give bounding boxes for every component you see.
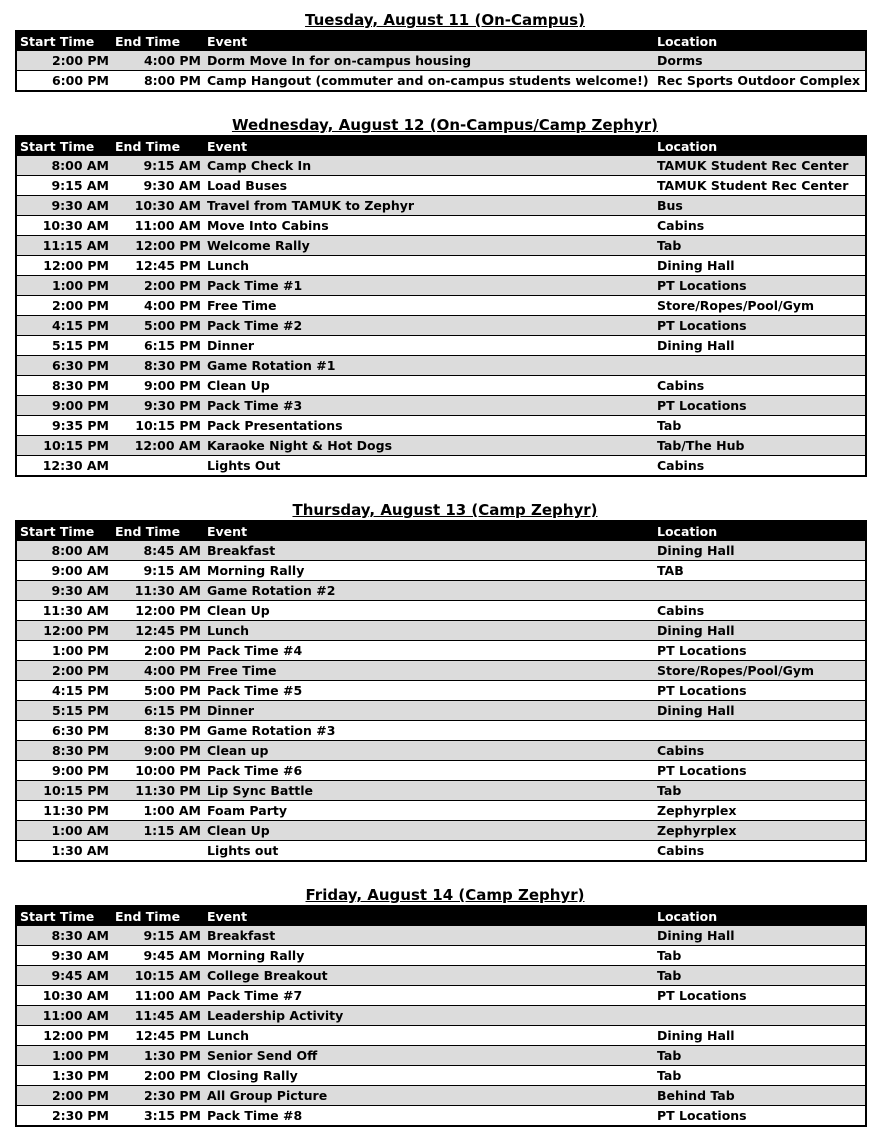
location-cell: Store/Ropes/Pool/Gym	[654, 661, 866, 681]
end-time-cell: 8:30 PM	[112, 721, 204, 741]
event-cell: Travel from TAMUK to Zephyr	[204, 196, 654, 216]
location-cell: Tab	[654, 416, 866, 436]
table-row	[16, 681, 866, 701]
event-cell: Karaoke Night & Hot Dogs	[204, 436, 654, 456]
event-cell: Game Rotation #1	[204, 356, 654, 376]
table-row	[16, 276, 866, 296]
table-row	[16, 1006, 866, 1026]
location-cell: Tab	[654, 1066, 866, 1086]
table-row	[16, 801, 866, 821]
table-row	[16, 176, 866, 196]
location-cell: PT Locations	[654, 276, 866, 296]
table-row	[16, 781, 866, 801]
end-time-cell: 11:30 AM	[112, 581, 204, 601]
event-cell: Clean Up	[204, 821, 654, 841]
start-time-header: Start Time	[16, 521, 112, 541]
table-row	[16, 1106, 866, 1127]
header-row	[16, 136, 866, 156]
event-cell: Foam Party	[204, 801, 654, 821]
end-time-header: End Time	[112, 906, 204, 926]
table-row	[16, 946, 866, 966]
end-time-cell: 9:15 AM	[112, 156, 204, 176]
table-row	[16, 336, 866, 356]
event-cell: Game Rotation #3	[204, 721, 654, 741]
start-time-cell: 8:30 PM	[16, 376, 112, 396]
location-cell: Dining Hall	[654, 1026, 866, 1046]
event-cell: Clean Up	[204, 376, 654, 396]
end-time-cell: 2:00 PM	[112, 641, 204, 661]
event-cell: Morning Rally	[204, 946, 654, 966]
table-row	[16, 196, 866, 216]
end-time-cell: 12:45 PM	[112, 256, 204, 276]
start-time-cell: 12:00 PM	[16, 256, 112, 276]
table-row	[16, 741, 866, 761]
location-cell: PT Locations	[654, 316, 866, 336]
event-cell: Breakfast	[204, 541, 654, 561]
start-time-cell: 9:00 AM	[16, 561, 112, 581]
table-row	[16, 641, 866, 661]
event-header: Event	[204, 521, 654, 541]
table-row	[16, 621, 866, 641]
start-time-cell: 9:15 AM	[16, 176, 112, 196]
start-time-cell: 9:35 PM	[16, 416, 112, 436]
end-time-cell: 9:00 PM	[112, 376, 204, 396]
table-row	[16, 721, 866, 741]
end-time-cell: 9:15 AM	[112, 926, 204, 946]
start-time-cell: 11:00 AM	[16, 1006, 112, 1026]
end-time-cell: 1:30 PM	[112, 1046, 204, 1066]
table-row	[16, 1046, 866, 1066]
location-cell: Dining Hall	[654, 336, 866, 356]
start-time-cell: 2:00 PM	[16, 296, 112, 316]
location-cell: Tab	[654, 946, 866, 966]
start-time-header: Start Time	[16, 136, 112, 156]
location-cell: PT Locations	[654, 986, 866, 1006]
end-time-cell: 9:45 AM	[112, 946, 204, 966]
location-cell: Dining Hall	[654, 701, 866, 721]
end-time-cell: 10:15 PM	[112, 416, 204, 436]
table-row	[16, 51, 866, 71]
start-time-cell: 8:00 AM	[16, 156, 112, 176]
end-time-cell: 9:30 AM	[112, 176, 204, 196]
table-row	[16, 701, 866, 721]
event-cell: Lunch	[204, 256, 654, 276]
table-row	[16, 1066, 866, 1086]
end-time-cell: 5:00 PM	[112, 681, 204, 701]
location-cell: TAMUK Student Rec Center	[654, 156, 866, 176]
table-row	[16, 926, 866, 946]
event-cell: Morning Rally	[204, 561, 654, 581]
end-time-cell: 2:00 PM	[112, 1066, 204, 1086]
start-time-cell: 2:30 PM	[16, 1106, 112, 1127]
location-cell: Zephyrplex	[654, 821, 866, 841]
table-row	[16, 216, 866, 236]
start-time-cell: 9:30 AM	[16, 581, 112, 601]
event-cell: Free Time	[204, 661, 654, 681]
end-time-cell: 12:00 AM	[112, 436, 204, 456]
event-cell: Clean Up	[204, 601, 654, 621]
header-row	[16, 31, 866, 51]
location-cell: Zephyrplex	[654, 801, 866, 821]
header-row	[16, 521, 866, 541]
event-cell: All Group Picture	[204, 1086, 654, 1106]
location-header: Location	[654, 906, 866, 926]
event-cell: Dorm Move In for on-campus housing	[204, 51, 654, 71]
location-cell: PT Locations	[654, 1106, 866, 1127]
location-cell: Tab	[654, 236, 866, 256]
table-row	[16, 541, 866, 561]
start-time-cell: 6:00 PM	[16, 71, 112, 92]
header-row	[16, 906, 866, 926]
end-time-header: End Time	[112, 31, 204, 51]
event-cell: Dinner	[204, 701, 654, 721]
end-time-cell: 11:45 AM	[112, 1006, 204, 1026]
event-header: Event	[204, 906, 654, 926]
start-time-cell: 12:00 PM	[16, 1026, 112, 1046]
start-time-cell: 5:15 PM	[16, 336, 112, 356]
start-time-cell: 8:30 AM	[16, 926, 112, 946]
day-section	[15, 10, 865, 92]
event-header: Event	[204, 31, 654, 51]
start-time-cell: 11:30 AM	[16, 601, 112, 621]
table-row	[16, 986, 866, 1006]
location-cell: Rec Sports Outdoor Complex	[654, 71, 866, 92]
start-time-cell: 4:15 PM	[16, 316, 112, 336]
end-time-cell: 11:00 AM	[112, 216, 204, 236]
event-cell: College Breakout	[204, 966, 654, 986]
end-time-cell: 10:30 AM	[112, 196, 204, 216]
start-time-cell: 1:00 PM	[16, 1046, 112, 1066]
end-time-cell: 8:30 PM	[112, 356, 204, 376]
table-row	[16, 156, 866, 176]
end-time-cell: 8:45 AM	[112, 541, 204, 561]
start-time-cell: 9:00 PM	[16, 761, 112, 781]
day-section	[15, 885, 865, 1127]
start-time-cell: 9:00 PM	[16, 396, 112, 416]
event-cell: Pack Time #1	[204, 276, 654, 296]
start-time-header: Start Time	[16, 906, 112, 926]
day-title: Friday, August 14 (Camp Zephyr)	[305, 886, 585, 904]
event-cell: Pack Presentations	[204, 416, 654, 436]
location-cell: TAB	[654, 561, 866, 581]
location-cell: Cabins	[654, 376, 866, 396]
start-time-cell: 9:45 AM	[16, 966, 112, 986]
start-time-cell: 11:30 PM	[16, 801, 112, 821]
start-time-cell: 5:15 PM	[16, 701, 112, 721]
location-cell: Cabins	[654, 216, 866, 236]
table-row	[16, 71, 866, 92]
table-row	[16, 581, 866, 601]
table-row	[16, 821, 866, 841]
schedule-table	[15, 905, 867, 1127]
location-cell	[654, 1006, 866, 1026]
event-cell: Pack Time #4	[204, 641, 654, 661]
end-time-cell: 2:30 PM	[112, 1086, 204, 1106]
end-time-cell: 9:30 PM	[112, 396, 204, 416]
event-cell: Clean up	[204, 741, 654, 761]
start-time-cell: 10:15 PM	[16, 436, 112, 456]
event-cell: Camp Hangout (commuter and on-campus students welcome!)	[204, 71, 654, 92]
location-cell: TAMUK Student Rec Center	[654, 176, 866, 196]
table-row	[16, 1086, 866, 1106]
day-section	[15, 500, 865, 862]
end-time-cell: 6:15 PM	[112, 336, 204, 356]
table-row	[16, 356, 866, 376]
end-time-cell: 1:15 AM	[112, 821, 204, 841]
end-time-cell: 10:15 AM	[112, 966, 204, 986]
end-time-cell: 12:00 PM	[112, 601, 204, 621]
table-row	[16, 456, 866, 477]
location-cell: Cabins	[654, 741, 866, 761]
start-time-header: Start Time	[16, 31, 112, 51]
day-section	[15, 115, 865, 477]
end-time-cell: 10:00 PM	[112, 761, 204, 781]
table-row	[16, 761, 866, 781]
table-row	[16, 256, 866, 276]
event-cell: Pack Time #3	[204, 396, 654, 416]
table-row	[16, 376, 866, 396]
table-row	[16, 436, 866, 456]
event-cell: Closing Rally	[204, 1066, 654, 1086]
location-cell: Tab	[654, 966, 866, 986]
event-cell: Game Rotation #2	[204, 581, 654, 601]
end-time-header: End Time	[112, 136, 204, 156]
end-time-cell: 12:45 PM	[112, 621, 204, 641]
start-time-cell: 6:30 PM	[16, 356, 112, 376]
event-cell: Lip Sync Battle	[204, 781, 654, 801]
start-time-cell: 2:00 PM	[16, 51, 112, 71]
start-time-cell: 6:30 PM	[16, 721, 112, 741]
event-cell: Pack Time #2	[204, 316, 654, 336]
location-cell: PT Locations	[654, 761, 866, 781]
location-cell	[654, 581, 866, 601]
start-time-cell: 1:00 PM	[16, 641, 112, 661]
location-cell: Store/Ropes/Pool/Gym	[654, 296, 866, 316]
event-cell: Senior Send Off	[204, 1046, 654, 1066]
start-time-cell: 8:30 PM	[16, 741, 112, 761]
location-cell: Bus	[654, 196, 866, 216]
table-row	[16, 601, 866, 621]
end-time-cell: 4:00 PM	[112, 296, 204, 316]
start-time-cell: 2:00 PM	[16, 661, 112, 681]
location-cell: Dorms	[654, 51, 866, 71]
start-time-cell: 2:00 PM	[16, 1086, 112, 1106]
location-cell: Tab/The Hub	[654, 436, 866, 456]
end-time-cell: 3:15 PM	[112, 1106, 204, 1127]
table-row	[16, 661, 866, 681]
location-cell: Cabins	[654, 601, 866, 621]
day-title: Wednesday, August 12 (On-Campus/Camp Zephyr)	[231, 116, 659, 134]
event-cell: Load Buses	[204, 176, 654, 196]
start-time-cell: 10:15 PM	[16, 781, 112, 801]
location-cell: Dining Hall	[654, 621, 866, 641]
table-row	[16, 1026, 866, 1046]
start-time-cell: 1:30 PM	[16, 1066, 112, 1086]
start-time-cell: 8:00 AM	[16, 541, 112, 561]
location-cell: Behind Tab	[654, 1086, 866, 1106]
table-row	[16, 396, 866, 416]
location-header: Location	[654, 521, 866, 541]
event-cell: Leadership Activity	[204, 1006, 654, 1026]
event-header: Event	[204, 136, 654, 156]
location-cell	[654, 721, 866, 741]
event-cell: Move Into Cabins	[204, 216, 654, 236]
location-cell: Tab	[654, 1046, 866, 1066]
end-time-cell: 8:00 PM	[112, 71, 204, 92]
start-time-cell: 12:30 AM	[16, 456, 112, 477]
start-time-cell: 12:00 PM	[16, 621, 112, 641]
location-cell	[654, 356, 866, 376]
start-time-cell: 10:30 AM	[16, 216, 112, 236]
schedule-table	[15, 520, 867, 862]
end-time-cell: 9:15 AM	[112, 561, 204, 581]
end-time-cell: 12:45 PM	[112, 1026, 204, 1046]
location-cell: PT Locations	[654, 396, 866, 416]
location-cell: Tab	[654, 781, 866, 801]
event-cell: Pack Time #8	[204, 1106, 654, 1127]
table-row	[16, 236, 866, 256]
location-cell: Cabins	[654, 456, 866, 477]
day-title: Tuesday, August 11 (On-Campus)	[305, 11, 585, 29]
start-time-cell: 9:30 AM	[16, 946, 112, 966]
location-cell: Dining Hall	[654, 926, 866, 946]
location-cell: PT Locations	[654, 681, 866, 701]
end-time-cell: 5:00 PM	[112, 316, 204, 336]
table-row	[16, 316, 866, 336]
end-time-cell: 4:00 PM	[112, 661, 204, 681]
event-cell: Lights Out	[204, 456, 654, 477]
table-row	[16, 966, 866, 986]
end-time-cell: 11:30 PM	[112, 781, 204, 801]
table-row	[16, 416, 866, 436]
start-time-cell: 9:30 AM	[16, 196, 112, 216]
table-row	[16, 561, 866, 581]
location-cell: Cabins	[654, 841, 866, 862]
end-time-cell	[112, 456, 204, 477]
start-time-cell: 4:15 PM	[16, 681, 112, 701]
end-time-cell: 1:00 AM	[112, 801, 204, 821]
end-time-cell: 6:15 PM	[112, 701, 204, 721]
start-time-cell: 10:30 AM	[16, 986, 112, 1006]
end-time-cell: 9:00 PM	[112, 741, 204, 761]
location-header: Location	[654, 136, 866, 156]
table-row	[16, 296, 866, 316]
start-time-cell: 1:30 AM	[16, 841, 112, 862]
start-time-cell: 1:00 PM	[16, 276, 112, 296]
event-cell: Dinner	[204, 336, 654, 356]
event-cell: Welcome Rally	[204, 236, 654, 256]
end-time-cell: 2:00 PM	[112, 276, 204, 296]
location-cell: Dining Hall	[654, 541, 866, 561]
day-title: Thursday, August 13 (Camp Zephyr)	[292, 501, 598, 519]
end-time-cell: 11:00 AM	[112, 986, 204, 1006]
event-cell: Lunch	[204, 1026, 654, 1046]
event-cell: Lunch	[204, 621, 654, 641]
location-cell: Dining Hall	[654, 256, 866, 276]
event-cell: Lights out	[204, 841, 654, 862]
end-time-cell	[112, 841, 204, 862]
end-time-cell: 4:00 PM	[112, 51, 204, 71]
end-time-header: End Time	[112, 521, 204, 541]
start-time-cell: 11:15 AM	[16, 236, 112, 256]
start-time-cell: 1:00 AM	[16, 821, 112, 841]
schedule-table	[15, 135, 867, 477]
event-cell: Free Time	[204, 296, 654, 316]
end-time-cell: 12:00 PM	[112, 236, 204, 256]
event-cell: Pack Time #7	[204, 986, 654, 1006]
event-cell: Breakfast	[204, 926, 654, 946]
location-cell: PT Locations	[654, 641, 866, 661]
schedule-table	[15, 30, 867, 92]
location-header: Location	[654, 31, 866, 51]
event-cell: Camp Check In	[204, 156, 654, 176]
event-cell: Pack Time #6	[204, 761, 654, 781]
table-row	[16, 841, 866, 862]
event-cell: Pack Time #5	[204, 681, 654, 701]
